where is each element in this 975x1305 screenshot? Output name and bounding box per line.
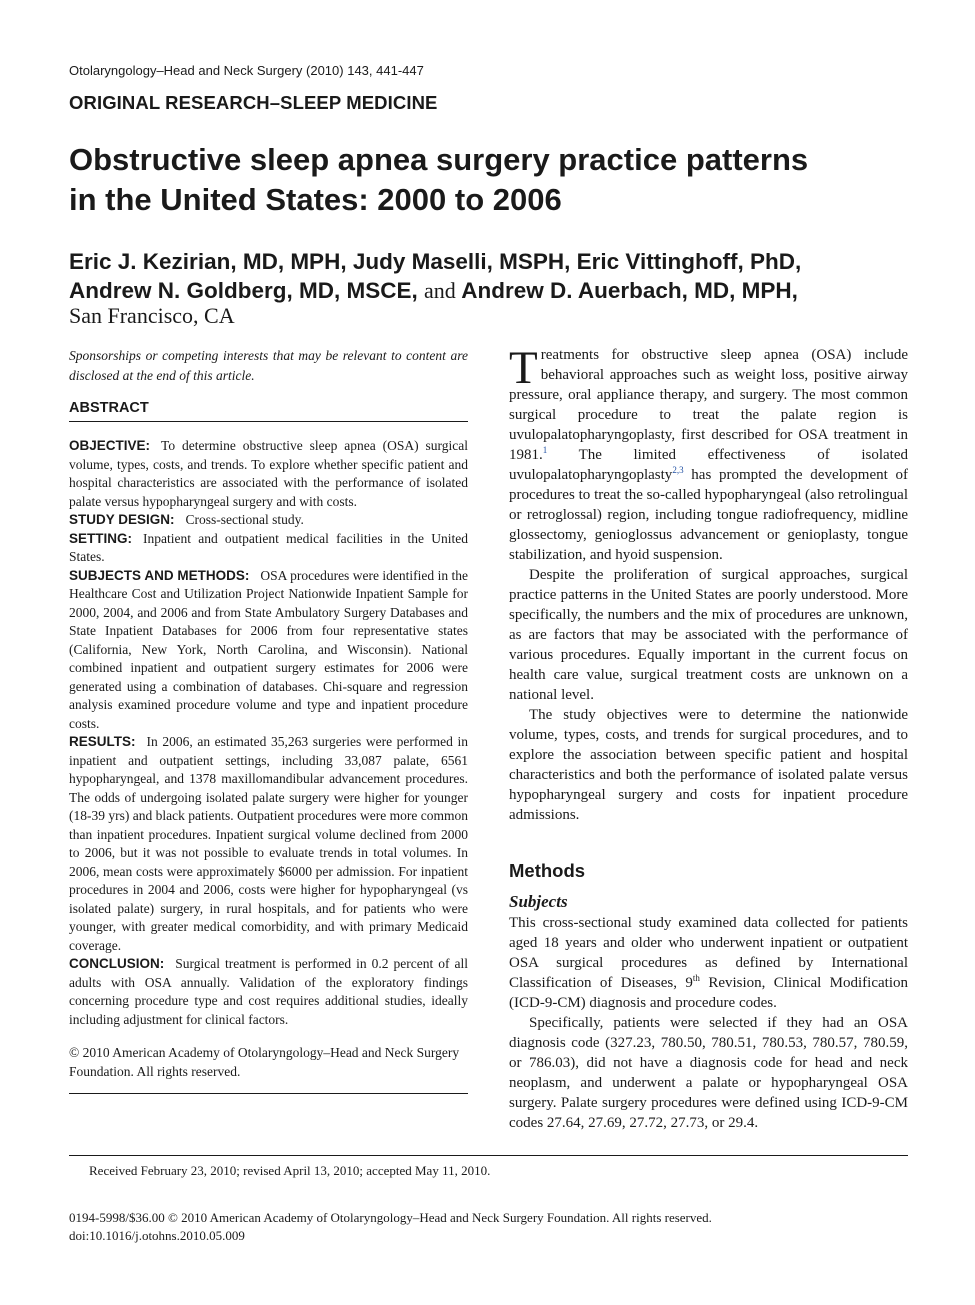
methods-p1-text-a: This cross-sectional study examined data collected for patients aged 18 years and older who underwent inpatient or outpatient OSA surgical procedures as defined by International Classification of Diseases, 9 [509,915,908,991]
body-column [509,342,908,1133]
abstract-setting [69,530,468,567]
author-list [69,247,949,305]
methods-heading: Methods [509,860,586,881]
methods-paragraph-1 [509,913,908,1013]
authors-line-2a: Andrew N. Goldberg, MD, MSCE, [69,278,418,303]
abstract-text: In 2006, an estimated 35,263 surgeries were performed in inpatient and outpatient settings, including 33,087 palate, 6561 hypopharyngeal, and 1378 maxillomandibular advancement procedures. The odds of undergoing isolated palate surgery were higher for younger (18-39 yrs) and black patients. Outpatient procedures were more common than inpatient procedures. Inpatient surgical volume declined from 2000 to 2006, but it was not possible to evaluate trends in total volumes. In 2006, mean costs were approximately $6000 per admission. For inpatient procedures in 2004 and 2006, costs were higher for hypopharyngeal (vs isolated palate) surgery, in rural hospitals, and for patients who were younger, with greater medical comorbidity, and with primary Medicaid coverage. [69,734,468,953]
abstract-study-design [69,511,468,530]
authors-line-1: Eric J. Kezirian, MD, MPH, Judy Maselli, MSPH, Eric Vittinghoff, PhD, [69,249,802,274]
subjects-heading: Subjects [509,892,568,911]
abstract-label: RESULTS: [69,734,136,749]
intro-paragraph-3: The study objectives were to determine the nationwide volume, types, costs, and trends for surgical procedures, and to explore the association between specific patient and hospital characteristics and both the performance of isolated palate versus hypopharyngeal surgery and costs for inpatient procedure admissions. [509,707,908,823]
abstract-heading: ABSTRACT [69,400,468,422]
abstract-text: Cross-sectional study. [185,512,304,527]
abstract-results [69,733,468,955]
reference-link[interactable]: 1 [542,445,548,455]
abstract-copyright: © 2010 American Academy of Otolaryngology–Head and Neck Surgery Foundation. All rights reserved. [69,1043,468,1094]
received-dates: Received February 23, 2010; revised April 13, 2010; accepted May 11, 2010. [89,1163,491,1178]
journal-citation: Otolaryngology–Head and Neck Surgery (2010) 143, 441-447 [69,63,424,78]
superscript-th: th [692,973,700,983]
abstract-label: OBJECTIVE: [69,438,151,453]
authors-and: and [424,278,456,303]
abstract-objective [69,437,468,511]
title-line-1: Obstructive sleep apnea surgery practice patterns [69,142,809,177]
abstract-label: SUBJECTS AND METHODS: [69,567,250,583]
methods-p1-text-b: Revision, Clinical Modification (ICD-9-CM) diagnosis and procedure codes. [509,975,908,1011]
title-line-2: in the United States: 2000 to 2006 [69,182,562,217]
intro-p1-text-b: The limited effectiveness of isolated uvulopalatopharyngoplasty [509,447,908,483]
authors-line-2b: Andrew D. Auerbach, MD, MPH, [461,278,798,303]
abstract-text: OSA procedures were identified in the Healthcare Cost and Utilization Project Nationwide Inpatient Sample for 2000, 2004, and 2006 and from State Ambulatory Surgery Databases and State Inpatient Databases for 2006 from four representative states (California, New York, North Carolina, and Wisconsin). National combined inpatient and outpatient surgery estimates for 2006 were generated using a combination of databases. Chi-square and regression analysis examined procedure volume and type and inpatient procedure costs. [69,567,469,731]
author-location: San Francisco, CA [69,303,235,328]
sponsor-note: Sponsorships or competing interests that may be relevant to content are disclosed at the end of this article. [69,348,468,383]
reference-link[interactable]: 2,3 [672,465,684,475]
abstract-label: SETTING: [69,530,132,546]
methods-paragraph-2: Specifically, patients were selected if they had an OSA diagnosis code (327.23, 780.50, 780.51, 780.53, 780.57, 780.59, or 786.03), did not have a diagnosis code for head and neck neoplasm, and underwent a palate or hypopharyngeal OSA surgery. Palate surgery procedures were defined using ICD-9-CM codes 27.64, 27.69, 27.72, 27.73, or 29.4. [509,1015,908,1131]
abstract-body [69,437,468,1029]
abstract-subjects-methods [69,567,468,734]
footer-divider [69,1155,908,1156]
drop-cap: T [509,342,538,394]
abstract-text: Inpatient and outpatient medical facilities in the United States. [69,530,468,564]
intro-paragraph-2: Despite the proliferation of surgical approaches, surgical practice patterns in the United States are poorly understood. More specifically, the numbers and the mix of procedures are unknown, as are factors that may be associated with the performance of various procedures. Equally important in the current focus on health care value, surgical treatment costs are unknown on a national level. [509,567,908,703]
intro-p1-text-a: reatments for obstructive sleep apnea (OSA) include behavioral approaches such as weight loss, positive airway pressure, oral appliance therapy, and surgery. The most common surgical procedure to treat the palate region is uvulopalatopharyngoplasty, first described for OSA treatment in 1981. [509,347,908,463]
abstract-label: CONCLUSION: [69,956,165,971]
intro-p1-text-c: has prompted the development of procedures to treat the so-called hypopharyngeal (also retrolingual or retroglossal) region, including tongue radiofrequency, midline glossectomy, genioglossus advancement or genioplasty, tongue stabilization, and hyoid suspension. [509,467,908,563]
abstract-text: To determine obstructive sleep apnea (OSA) surgical volume, types, costs, and trends. To explore whether specific patient and hospital characteristics are associated with the performance of isolated palate versus hypopharyngeal surgery and with costs. [69,438,468,509]
abstract-text: Surgical treatment is performed in 0.2 percent of all adults with OSA annually. Validation of the exploratory findings concerning procedure type and cost requires additional studies, ideally including adjustment for clinical factors. [69,956,468,1027]
intro-paragraph-1 [509,342,908,565]
abstract-conclusion [69,955,468,1029]
section-label: ORIGINAL RESEARCH–SLEEP MEDICINE [69,92,438,113]
abstract-column [69,346,468,1094]
abstract-label: STUDY DESIGN: [69,512,175,527]
issn-copyright: 0194-5998/$36.00 © 2010 American Academy of Otolaryngology–Head and Neck Surgery Foundation. All rights reserved. [69,1210,712,1225]
article-title [69,140,949,220]
doi[interactable]: doi:10.1016/j.otohns.2010.05.009 [69,1228,245,1243]
